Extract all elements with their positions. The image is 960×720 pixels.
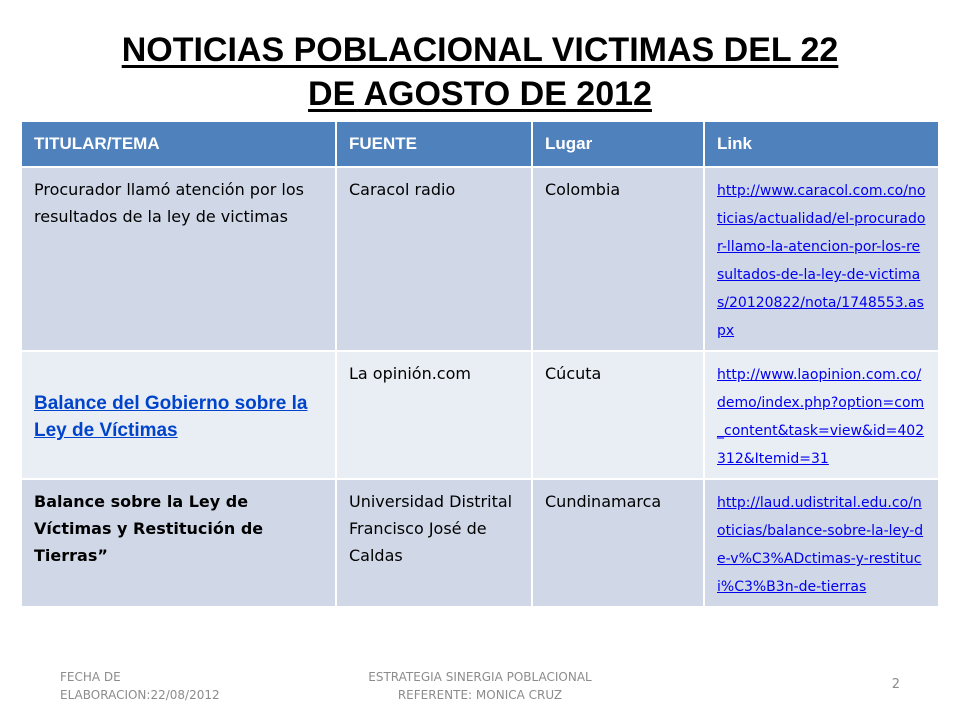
cell-lugar: Cundinamarca <box>532 479 704 606</box>
slide-title <box>60 28 900 116</box>
cell-titular <box>22 351 336 479</box>
column-header-titular: TITULAR/TEMA <box>22 122 336 167</box>
cell-lugar: Cúcuta <box>532 351 704 479</box>
table-header-row <box>22 122 938 167</box>
table-row <box>22 351 938 479</box>
cell-lugar: Colombia <box>532 167 704 351</box>
cell-titular <box>22 479 336 606</box>
column-header-link: Link <box>704 122 938 167</box>
news-link[interactable]: http://www.laopinion.com.co/demo/index.php?option=com_content&task=view&id=402312&Itemid=31 <box>717 367 925 467</box>
slide-title-line2: DE AGOSTO DE 2012 <box>308 75 652 113</box>
news-link[interactable]: http://laud.udistrital.edu.co/noticias/balance-sobre-la-ley-de-v%C3%ADctimas-y-restituci%C3%B3n-de-tierras <box>717 495 924 595</box>
slide-title-line1: NOTICIAS POBLACIONAL VICTIMAS DEL 22 <box>121 31 839 69</box>
cell-titular: Procurador llamó atención por los resultados de la ley de victimas <box>22 167 336 351</box>
cell-link <box>704 351 938 479</box>
cell-link <box>704 479 938 606</box>
page-number: 2 <box>891 677 900 692</box>
titular-text: Balance sobre la Ley de Víctimas y Restitución de Tierras” <box>34 492 264 565</box>
footer-strategy <box>330 668 630 704</box>
footer-strategy-line1: ESTRATEGIA SINERGIA POBLACIONAL <box>368 670 592 684</box>
cell-link <box>704 167 938 351</box>
cell-fuente: La opinión.com <box>336 351 532 479</box>
cell-fuente: Caracol radio <box>336 167 532 351</box>
column-header-lugar: Lugar <box>532 122 704 167</box>
headline-link[interactable]: Balance del Gobierno sobre la Ley de Víctimas <box>34 393 308 441</box>
footer-date: FECHA DE ELABORACION:22/08/2012 <box>60 670 220 702</box>
footer-strategy-line2: REFERENTE: MONICA CRUZ <box>397 688 563 702</box>
cell-fuente: Universidad Distrital Francisco José de Caldas <box>336 479 532 606</box>
column-header-fuente: FUENTE <box>336 122 532 167</box>
news-table <box>22 122 938 606</box>
news-link[interactable]: http://www.caracol.com.co/noticias/actualidad/el-procurador-llamo-la-atencion-por-los-resultados-de-la-ley-de-victimas/20120822/nota/1748553.aspx <box>717 183 926 339</box>
table-row <box>22 167 938 351</box>
table-row <box>22 479 938 606</box>
